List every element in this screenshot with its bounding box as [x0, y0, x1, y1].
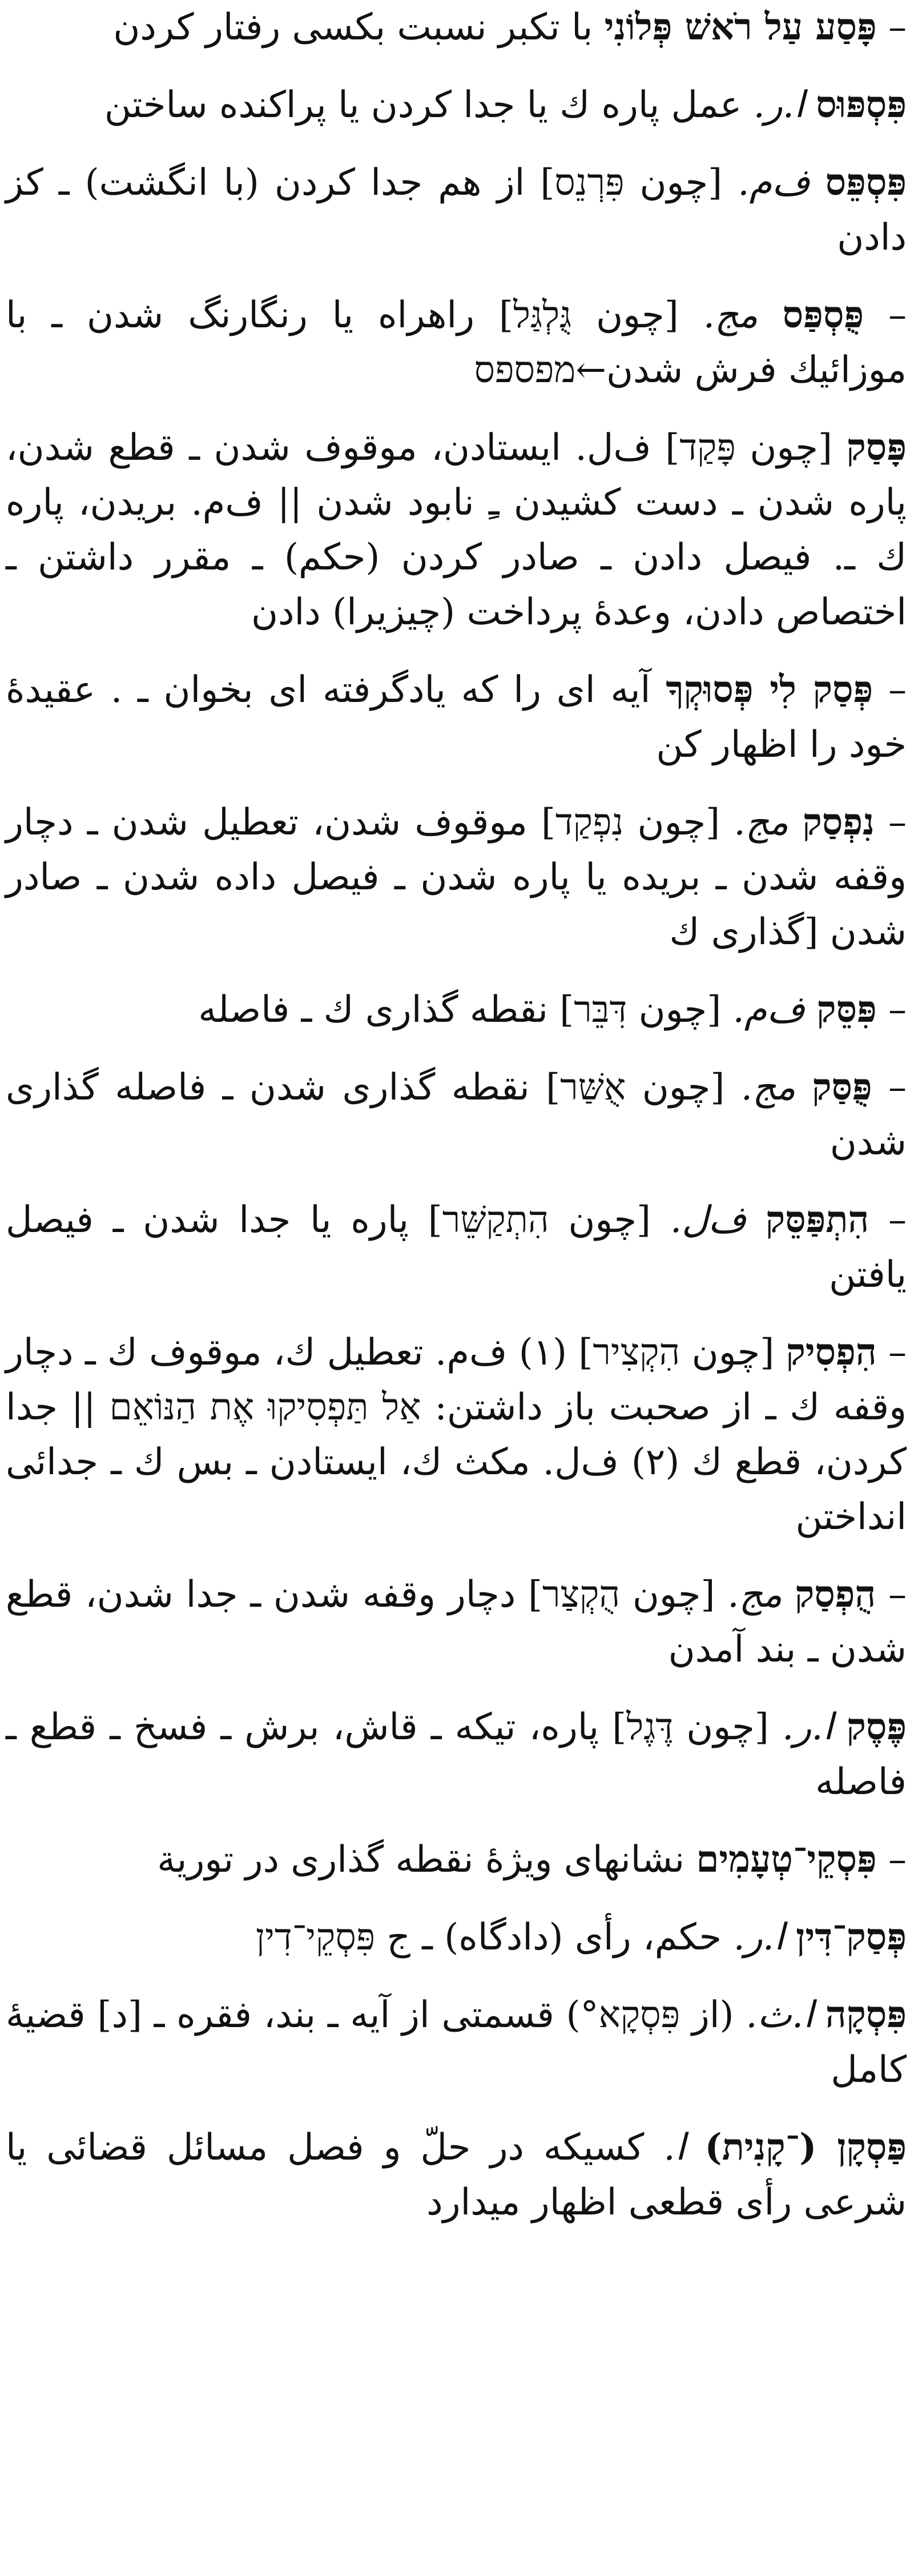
definition: [چون דִּבֵּר] نقطه گذاری ك ـ فاصله [198, 989, 722, 1031]
definition: آیه ای را که یادگرفته ای بخوان ـ . عقیدهٔ خود را اظهار کن [6, 669, 907, 766]
grammar-note: ف‌م. [732, 989, 805, 1031]
definition: [چون דֶּגֶל] پاره، تیکه ـ قاش، برش ـ فسخ ـ قطع ـ فاصله [6, 1706, 907, 1803]
definition: نشانهای ویژهٔ نقطه گذاری در توریة [157, 1839, 685, 1881]
grammar-note: ا. [663, 2126, 686, 2169]
grammar-note: ف‌ل. [670, 1199, 747, 1241]
dictionary-entry [6, 1193, 907, 1302]
dictionary-entry [6, 1700, 907, 1809]
dictionary-entry [6, 288, 907, 398]
headword: פִּסֵּק [816, 988, 877, 1031]
dictionary-entry [6, 795, 907, 960]
headword: פֶּסֶק [846, 1706, 907, 1748]
headword: הִתְפַּסֵּק [765, 1198, 869, 1241]
entry-dash: – [888, 989, 907, 1031]
grammar-note: مج. [727, 1574, 783, 1616]
grammar-note: مج. [740, 1066, 796, 1109]
definition: با تکبر نسبت بکسی رفتار کردن [113, 6, 593, 49]
definition: (از פִּסְקָא°) قسمتی از آیه ـ بند، فقره ـ [د] قضیهٔ کامل [6, 1994, 907, 2091]
definition: [چون הִתְקַשֵּׁר] پاره یا جدا شدن ـ فیصل یافتن [6, 1199, 907, 1296]
dictionary-entry [6, 1910, 907, 1965]
entry-dash: – [888, 6, 907, 49]
dictionary-entry [6, 1988, 907, 2097]
definition: [چون הֻקְצַר] دچار وقفه شدن ـ جدا شدن، قطع شدن ـ بند آمدن [6, 1574, 907, 1671]
grammar-note: مج. [734, 801, 789, 844]
dictionary-entry [6, 78, 907, 133]
grammar-note: ف‌م. [738, 162, 810, 204]
grammar-note: ا.ر. [733, 1916, 784, 1959]
dictionary-entry [6, 1832, 907, 1887]
dictionary-entry [6, 2120, 907, 2230]
dictionary-entry [6, 1567, 907, 1677]
headword: פְּסַק־דִּין [796, 1916, 907, 1959]
entry-dash: – [888, 801, 907, 844]
entry-dash: – [888, 669, 907, 711]
entry-dash: – [888, 1331, 907, 1374]
headword: נִפְסַק [802, 801, 875, 844]
grammar-note: مج. [703, 294, 758, 336]
definition: [چون הִקְצִיר] (۱) ف‌م. تعطیل ك، موقوف ك ـ دچار وقفه ك ـ از صحبت باز داشتن: אַל תַּפְסִיקוּ אֶת הַנּוֹאֵם || جدا کردن، قطع ك (۲) ف‌ل. مکث ك، ایستادن ـ بس ك ـ جدائی انداختن [6, 1331, 907, 1538]
headword: פֻּסַּק [812, 1066, 872, 1109]
definition: عمل پاره ك یا جدا کردن یا پراکنده ساختن [104, 84, 742, 126]
definition: حکم، رأی (دادگاه) ـ ج פִּסְקֵי־דִין [255, 1916, 722, 1959]
dictionary-entry [6, 155, 907, 265]
dictionary-entry [6, 663, 907, 772]
grammar-note: ا.ث. [746, 1994, 814, 2036]
dictionary-entry [6, 1325, 907, 1544]
headword: פָּסַק [846, 426, 907, 469]
entry-list [6, 0, 907, 2230]
definition: [چون נִפְקַד] موقوف شدن، تعطیل شدن ـ دچار وقفه شدن ـ بریده یا پاره شدن ـ فیصل داده شدن ـ صادر شدن [گذاری ك [6, 801, 907, 953]
entry-dash: – [888, 1839, 907, 1881]
headword: הֻפְסַק [794, 1573, 876, 1616]
entry-dash: – [888, 294, 907, 336]
definition: [چون פָּקַד] ف‌ل. ایستادن، موقوف شدن ـ قطع شدن، پاره شدن ـ دست کشیدن ـِ نابود شدن || ف‌م. بریدن، پاره ك ـ. فیصل دادن ـ صادر کردن (حکم) ـ مقرر داشتن ـ اختصاص دادن، وعدهٔ پرداخت (چیزیرا) دادن [6, 427, 907, 633]
headword: פִּסְפּוּס [816, 83, 907, 126]
definition: [چون פִּרְנֵס] از هم جدا کردن (با انگشت) ـ كز دادن [6, 162, 907, 259]
headword: פַּסְקָן (־קָנִית) [704, 2126, 907, 2169]
headword: פָּסַע עַל רֹאשׁ פְּלוֹנִי [604, 6, 877, 49]
headword: פִּסְפֵּס [825, 161, 907, 204]
definition: [چون גֻּלְגַּל] راهراه یا رنگارنگ شدن ـ با موزائیك فرش شدن←מפספס [6, 294, 907, 391]
definition: [چون אֻשַּׁר] نقطه گذاری شدن ـ فاصله گذاری شدن [6, 1066, 907, 1163]
headword: פִּסְקָה [825, 1993, 907, 2036]
entry-dash: – [888, 1574, 907, 1616]
definition: کسیکه در حلّ و فصل مسائل قضائی یا شرعی رأی قطعی اظهار میدارد [6, 2126, 907, 2224]
entry-dash: – [888, 1066, 907, 1109]
grammar-note: ا.ر. [782, 1706, 834, 1748]
dictionary-entry [6, 420, 907, 640]
headword: פֻּסְפַּס [782, 294, 864, 336]
headword: פְּסַק לִי פְּסוּקְךָ [666, 668, 873, 711]
grammar-note: ا.ر. [753, 84, 804, 126]
dictionary-entry [6, 0, 907, 55]
dictionary-entry [6, 982, 907, 1037]
headword: פִּסְקֵי־טְעָמִים [696, 1838, 877, 1881]
entry-dash: – [888, 1199, 907, 1241]
headword: הִפְסִיק [786, 1331, 877, 1374]
dictionary-entry [6, 1060, 907, 1170]
